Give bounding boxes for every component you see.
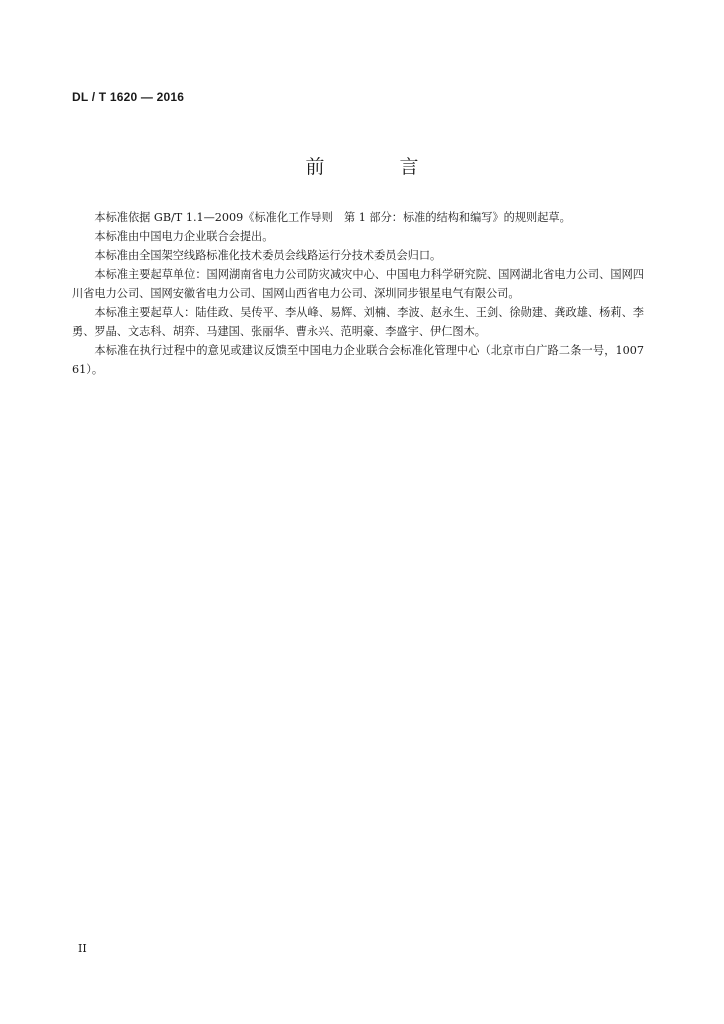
page-number: II (78, 942, 87, 955)
paragraph-administrator: 本标准由全国架空线路标准化技术委员会线路运行分技术委员会归口。 (94, 249, 442, 262)
foreword-body (72, 208, 644, 379)
paragraph-drafters: 本标准主要起草人：陆佳政、吴传平、李从峰、易辉、刘楠、李波、赵永生、王剑、徐勋建、龚政雄、杨莉、李勇、罗晶、文志科、胡弈、马建国、张丽华、曹永兴、范明豪、李盛宇、伊仁图木。 (72, 306, 644, 338)
paragraph-drafting-units: 本标准主要起草单位：国网湖南省电力公司防灾减灾中心、中国电力科学研究院、国网湖北省电力公司、国网四川省电力公司、国网安徽省电力公司、国网山西省电力公司、深圳同步银星电气有限公司。 (72, 268, 644, 300)
paragraph-proposer: 本标准由中国电力企业联合会提出。 (94, 230, 274, 243)
standard-code: DL / T 1620 — 2016 (72, 90, 185, 104)
paragraph-drafting-rule: 本标准依据 GB/T 1.1—2009《标准化工作导则 第 1 部分：标准的结构和编写》的规则起草。 (94, 211, 571, 224)
paragraph-feedback: 本标准在执行过程中的意见或建议反馈至中国电力企业联合会标准化管理中心（北京市白广路二条一号，100761）。 (72, 344, 644, 376)
page-title: 前 言 (305, 156, 447, 178)
